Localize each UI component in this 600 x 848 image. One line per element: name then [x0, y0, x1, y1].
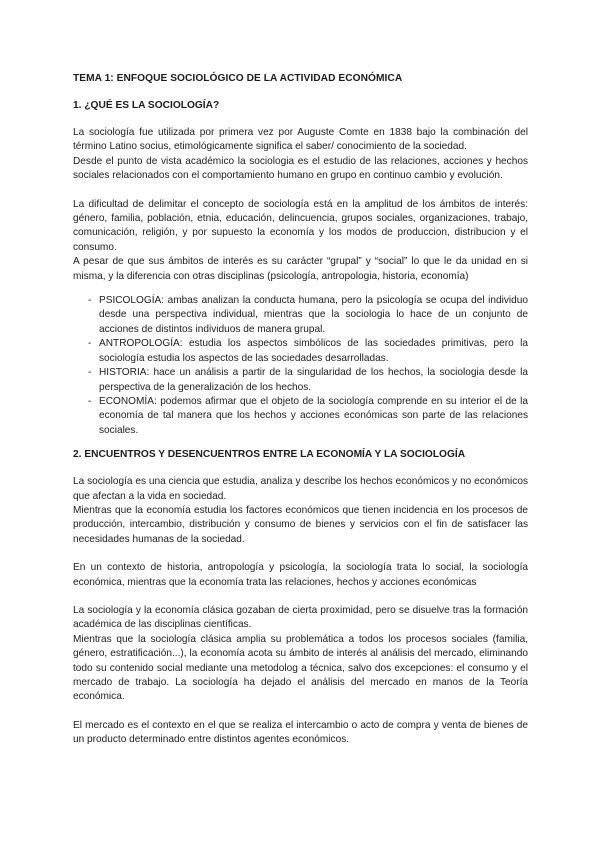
list-dash: - [88, 395, 92, 407]
list-item-text: PSICOLOGÍA: ambas analizan la conducta humana, pero la psicología se ocupa del individuo desde una perspectiva individual, mientras que la sociologia lo hace de un conjunto de acciones de distintos individuos de manera grupal. [99, 295, 528, 335]
disciplines-list [73, 294, 528, 438]
section-1-heading: 1. ¿QUÉ ES LA SOCIOLOGÍA? [73, 100, 220, 111]
document-content [73, 72, 528, 748]
section-1-paragraph-1: La sociología fue utilizada por primera vez por Auguste Comte en 1838 bajo la combinación del término Latino socius, etimológicamente significa el saber/ conocimiento de la sociedad. [73, 127, 528, 153]
list-item-psicologia [73, 294, 528, 337]
section-2-paragraph-4: La sociología y la economía clásica gozaban de cierta proximidad, pero se disuelve tras la formación académica de las disciplinas científicas. [73, 604, 528, 631]
section-2-paragraph-1: La sociología es una ciencia que estudia, analiza y describe los hechos económicos y no económicos que afectan a la vida en sociedad. [73, 476, 528, 502]
list-dash: - [88, 338, 92, 350]
section-2-paragraph-3: En un contexto de historia, antropología y psicología, la sociología trata lo social, la sociología económica, mientras que la economía trata las relaciones, hechos y acciones económicas [73, 562, 528, 588]
list-item-text: ECONOMÍA: podemos afirmar que el objeto de la sociología comprende en su interior el de la economía de tal manera que los hechos y acciones económicas son parte de las relaciones sociales. [99, 395, 528, 436]
list-item-text: HISTORIA: hace un análisis a partir de la singularidad de los hechos, la sociologia desde la perspectiva de la generalización de los hechos. [99, 367, 528, 393]
list-item-historia [73, 366, 528, 395]
list-dash: - [88, 295, 92, 307]
section-1-paragraph-4: A pesar de que sus ámbitos de interés es su carácter “grupal” y “social” lo que le da unidad en si misma, y la diferencia con otras disciplinas (psicología, antropologia, historia, economía) [73, 256, 528, 282]
section-2-paragraph-2: Mientras que la economía estudia los factores económicos que tienen incidencia en los procesos de producción, intercambio, distribución y consumo de bienes y servicios con el fin de satisfacer las necesidades humanas de la sociedad. [73, 504, 528, 545]
section-1-paragraph-3: La dificultad de delimitar el concepto de sociología está en la amplitud de los ámbitos de interés: género, familia, población, etnia, educación, delincuencia, grupos sociales, organizaciones, trabajo, comunicación, religión, y por supuesto la economía y los modos de produccion, distribucion y el consumo. [73, 198, 528, 253]
section-2-heading: 2. ENCUENTROS Y DESENCUENTROS ENTRE LA ECONOMÍA Y LA SOCIOLOGÍA [73, 449, 466, 461]
list-item-text: ANTROPOLOGÍA: estudia los aspectos simbólicos de las sociedades primitivas, pero la sociología estudia los aspectos de las sociedades desarrolladas. [99, 338, 528, 364]
list-dash: - [88, 367, 92, 379]
document-title: TEMA 1: ENFOQUE SOCIOLÓGICO DE LA ACTIVIDAD ECONÓMICA [73, 73, 403, 84]
section-1-paragraph-2: Desde el punto de vista académico la sociologia es el estudio de las relaciones, acciones y hechos sociales relacionados con el comportamiento humano en grupo en continuo cambio y evolución. [73, 155, 528, 182]
list-item-antropologia [73, 337, 528, 366]
section-2-paragraph-5: Mientras que la sociología clásica amplia su problemática a todos los procesos sociales (familia, género, estratificación...), la economía acota su ámbito de interés al análisis del mercado, eliminando todo su contenido social mediante una metodolog a técnica, salvo dos excepciones: el consumo y el mercado de trabajo. La sociología ha dejado el análisis del mercado en manos de la Teoría económica. [73, 633, 528, 703]
section-2-paragraph-6: El mercado es el contexto en el que se realiza el intercambio o acto de compra y venta de bienes de un producto determinado entre distintos agentes económicos. [73, 719, 528, 746]
list-item-economia [73, 395, 528, 438]
